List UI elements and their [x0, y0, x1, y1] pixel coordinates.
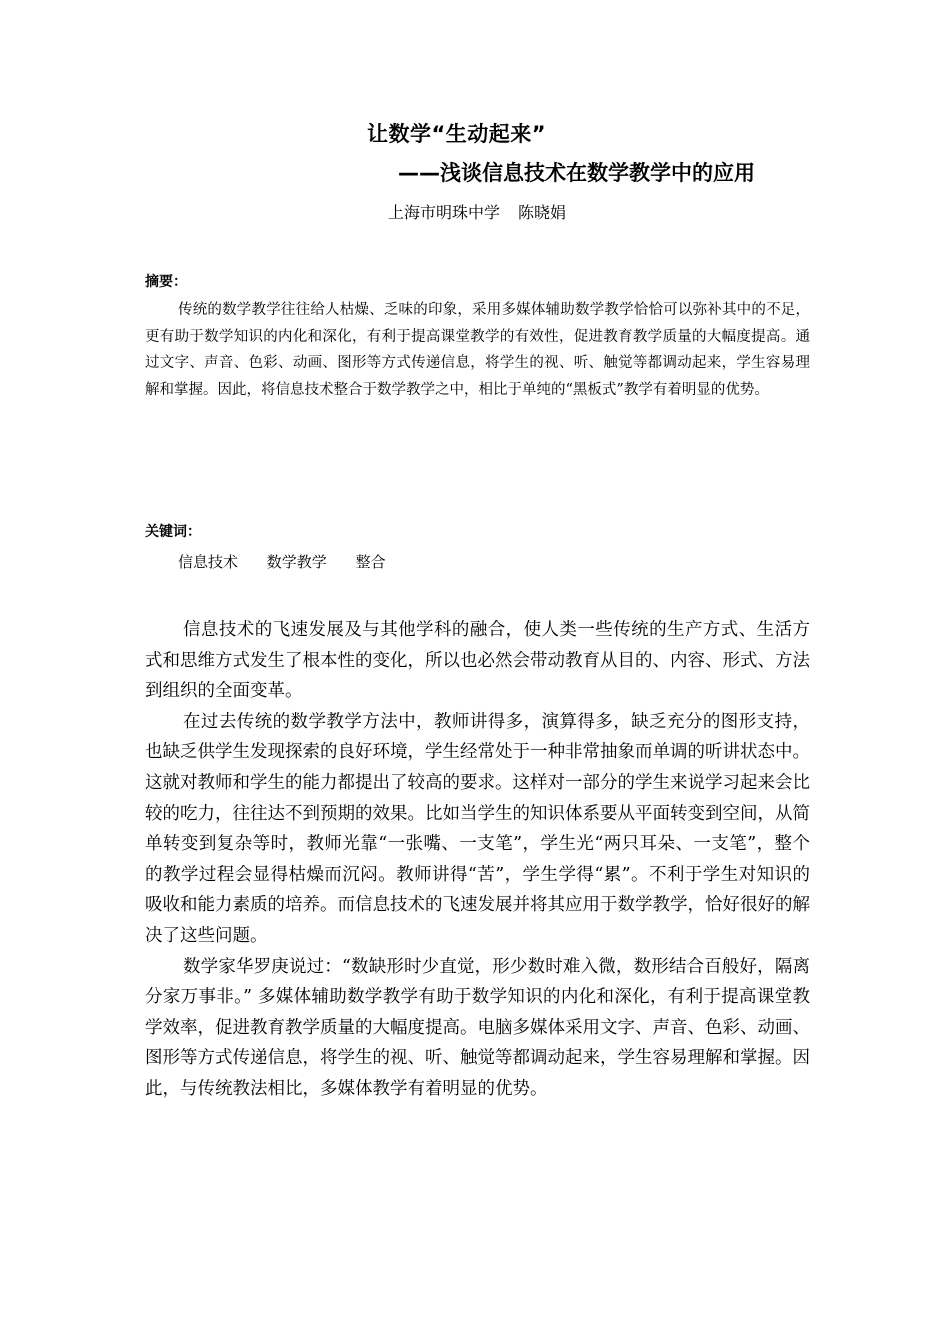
document-title: 让数学“生动起来”: [367, 122, 547, 146]
body-text: [145, 615, 810, 1105]
body-paragraph: 在过去传统的数学教学方法中，教师讲得多，演算得多，缺乏充分的图形支持，也缺乏供学生发现探索的良好环境，学生经常处于一种非常抽象而单调的听讲状态中。这就对教师和学生的能力都提出了较高的要求。这样对一部分的学生来说学习起来会比较的吃力，往往达不到预期的效果。比如当学生的知识体系要从平面转变到空间，从简单转变到复杂等时，教师光靠“一张嘴、一支笔”，学生光“两只耳朵、一支笔”，整个的教学过程会显得枯燥而沉闷。教师讲得“苦”，学生学得“累”。不利于学生对知识的吸收和能力素质的培养。而信息技术的飞速发展并将其应用于数学教学，恰好很好的解决了这些问题。: [145, 711, 810, 946]
keywords-list: [178, 551, 410, 572]
keyword-item: 信息技术: [178, 553, 239, 571]
document-subtitle: ——浅谈信息技术在数学教学中的应用: [398, 161, 755, 185]
abstract-text: 传统的数学教学往往给人枯燥、乏味的印象，采用多媒体辅助数学教学恰恰可以弥补其中的不足，更有助于数学知识的内化和深化，有利于提高课堂教学的有效性，促进教育教学质量的大幅度提高。通过文字、声音、色彩、动画、图形等方式传递信息，将学生的视、听、触觉等都调动起来，学生容易理解和掌握。因此，将信息技术整合于数学教学之中，相比于单纯的“黑板式”教学有着明显的优势。: [145, 302, 810, 398]
author-line: [388, 200, 566, 223]
keyword-item: 整合: [355, 553, 386, 571]
body-paragraph: 信息技术的飞速发展及与其他学科的融合，使人类一些传统的生产方式、生活方式和思维方式发生了根本性的变化，所以也必然会带动教育从目的、内容、形式、方法到组织的全面变革。: [145, 620, 810, 702]
author-name: 陈晓娟: [518, 203, 567, 222]
abstract-label: 摘要：: [145, 274, 187, 290]
keyword-item: 数学教学: [266, 553, 327, 571]
body-paragraph: 数学家华罗庚说过：“数缺形时少直觉，形少数时难入微，数形结合百般好，隔离分家万事非。” 多媒体辅助数学教学有助于数学知识的内化和深化，有利于提高课堂教学效率，促进教育教学质量的大幅度提高。电脑多媒体采用文字、声音、色彩、动画、图形等方式传递信息，将学生的视、听、触觉等都调动起来，学生容易理解和掌握。因此，与传统教法相比，多媒体教学有着明显的优势。: [145, 956, 810, 1099]
author-school: 上海市明珠中学: [388, 203, 501, 222]
keywords-label: 关键词：: [145, 524, 201, 540]
